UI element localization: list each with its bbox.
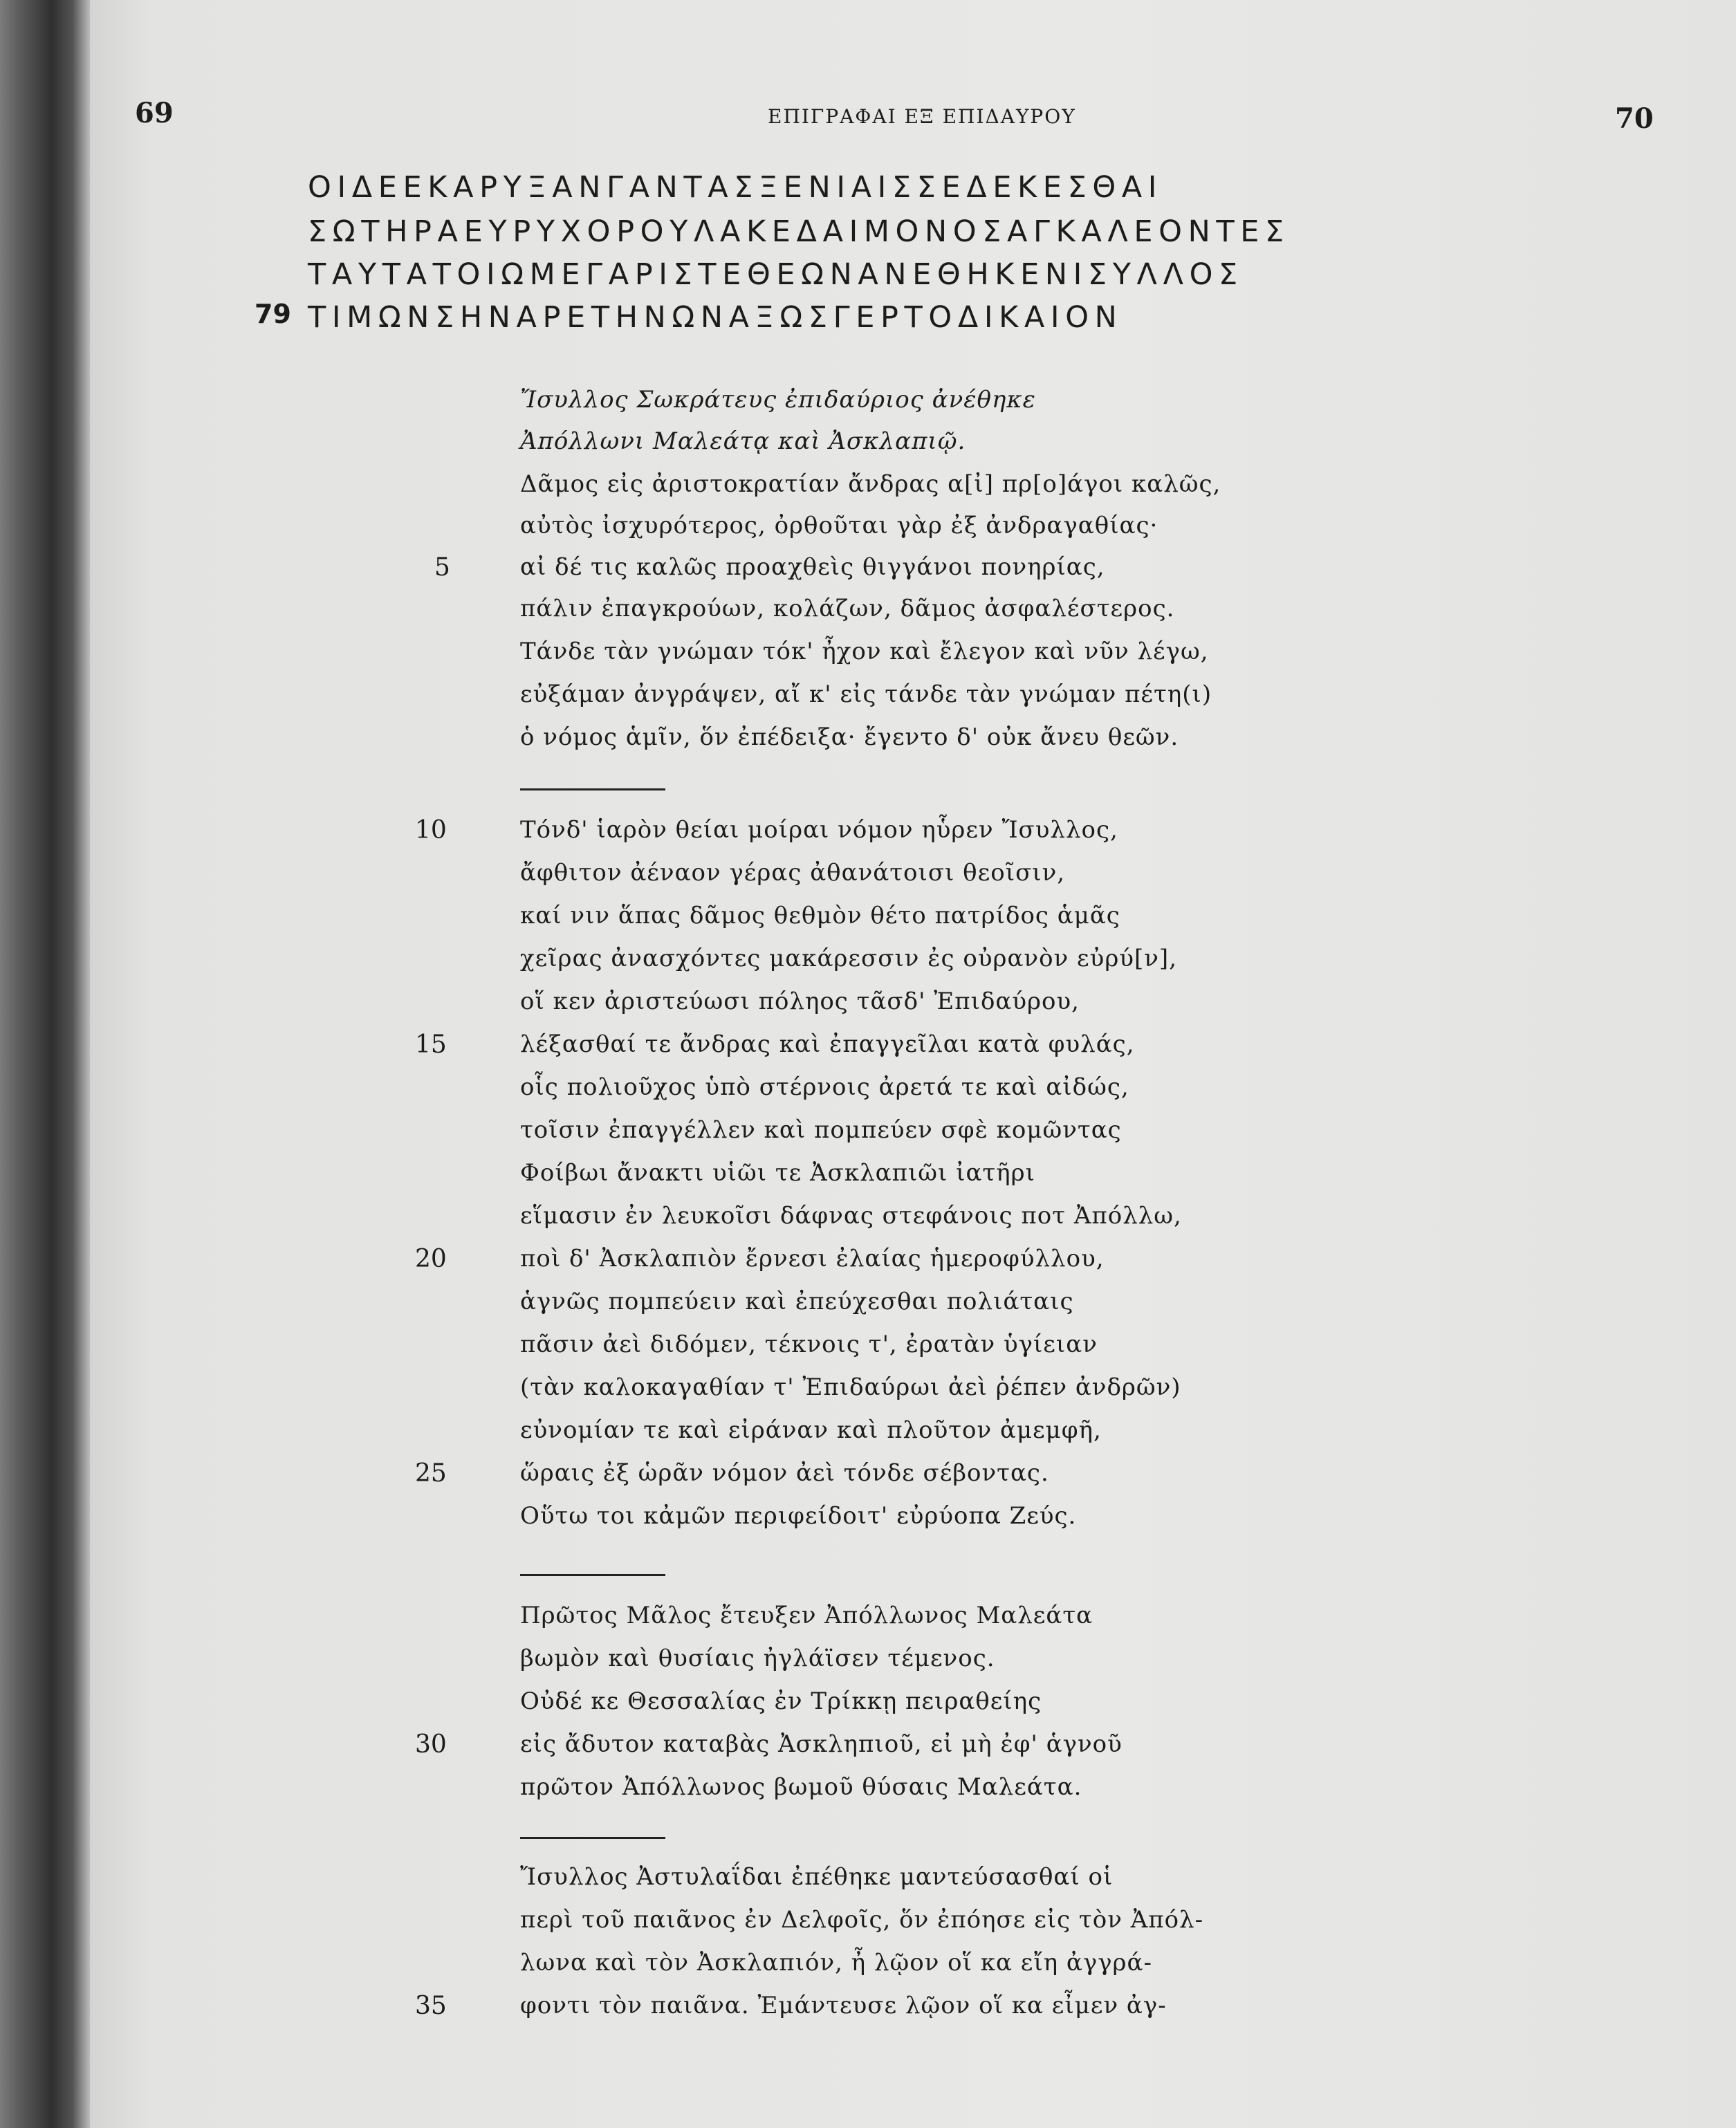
prose-line: λωνα καὶ τὸν Ἀσκλαπιόν, ἦ λῷον οἵ κα εἴη ἀγγρά- [520,1949,1152,1977]
majuscule-line: ΟΙΔΕΕΚΑΡΥΞΑΝΓΑΝΤΑΣΞΕΝΙΑΙΣΣΕΔΕΚΕΣΘΑΙ [308,170,1163,205]
line-number: 25 [415,1459,447,1488]
poem-line: Φοίβωι ἄνακτι υἱῶι τε Ἀσκλαπιῶι ἰατῆρι [520,1159,1035,1187]
poem-line: πᾶσιν ἀεὶ διδόμεν, τέκνοις τ', ἐρατὰν ὑγίειαν [520,1331,1098,1358]
line-number: 20 [415,1245,447,1273]
line-number: 79 [255,299,291,329]
prose-line: Ἴσυλλος Ἀστυλαΐδαι ἐπέθηκε μαντεύσασθαί οἱ [520,1863,1114,1891]
poem-line: ὥραις ἐξ ὡρᾶν νόμον ἀεὶ τόνδε σέβοντας. [520,1459,1049,1487]
poem-line: βωμὸν καὶ θυσίαις ἠγλάϊσεν τέμενος. [520,1645,995,1672]
poem-line: ὁ νόμος ἁμῖν, ὅν ἐπέδειξα· ἔγεντο δ' οὐκ ἄνευ θεῶν. [520,723,1179,751]
dedication-line: Ἴσυλλος Σωκράτευς ἐπιδαύριος ἀνέθηκε [520,386,1036,414]
line-number: 5 [434,553,450,582]
poem-line: λέξασθαί τε ἄνδρας καὶ ἐπαγγεῖλαι κατὰ φυλάς, [520,1030,1135,1058]
poem-line: ἄφθιτον ἀέναον γέρας ἀθανάτοισι θεοῖσιν, [520,859,1066,887]
majuscule-line: ΣΩΤΗΡΑΕΥΡΥΧΟΡΟΥΛΑΚΕΔΑΙΜΟΝΟΣΑΓΚΑΛΕΟΝΤΕΣ [308,214,1290,249]
prose-line: περὶ τοῦ παιᾶνος ἐν Δελφοῖς, ὅν ἐπόησε εἰς τὸν Ἀπόλ- [520,1906,1204,1934]
majuscule-line: ΤΙΜΩΝΣΗΝΑΡΕΤΗΝΩΝΑΞΩΣΓΕΡΤΟΔΙΚΑΙΟΝ [308,300,1123,335]
poem-line: χεῖρας ἀνασχόντες μακάρεσσιν ἐς οὐρανὸν εὐρύ[ν], [520,945,1177,972]
book-binding-shadow [0,0,90,2128]
poem-line: τοῖσιν ἐπαγγέλλεν καὶ πομπεύεν σφὲ κομῶντας [520,1116,1122,1144]
poem-line: (τὰν καλοκαγαθίαν τ' Ἐπιδαύρωι ἀεὶ ῥέπεν ἀνδρῶν) [520,1373,1181,1401]
poem-line: Δᾶμος εἰς ἀριστοκρατίαν ἄνδρας α[ἰ] πρ[ο]άγοι καλῶς, [520,470,1221,498]
poem-line: εἰς ἄδυτον καταβὰς Ἀσκληπιοῦ, εἰ μὴ ἐφ' ἁγνοῦ [520,1730,1123,1758]
line-number: 15 [415,1030,447,1059]
poem-line: ποὶ δ' Ἀσκλαπιὸν ἔρνεσι ἐλαίας ἡμεροφύλλου, [520,1245,1105,1273]
dedication-line: Ἀπόλλωνι Μαλεάτᾳ καὶ Ἀσκλαπιῷ. [520,427,966,455]
poem-line: πρῶτον Ἀπόλλωνος βωμοῦ θύσαις Μαλεάτα. [520,1773,1082,1801]
poem-line: εὐνομίαν τε καὶ εἰράναν καὶ πλοῦτον ἀμεμφῆ, [520,1416,1102,1444]
poem-line: εὐξάμαν ἀνγράψεν, αἴ κ' εἰς τάνδε τὰν γνώμαν πέτη(ι) [520,681,1212,708]
poem-line: αὐτὸς ἰσχυρότερος, ὀρθοῦται γὰρ ἐξ ἀνδραγαθίας· [520,512,1158,539]
poem-line: Πρῶτος Μᾶλος ἔτευξεν Ἀπόλλωνος Μαλεάτα [520,1602,1093,1629]
poem-line: οἵ κεν ἀριστεύωσι πόληος τᾶσδ' Ἐπιδαύρου, [520,988,1080,1015]
poem-line: Οὕτω τοι κἀμῶν περιφείδοιτ' εὐρύοπα Ζεύς. [520,1502,1077,1530]
section-divider [520,788,665,790]
poem-line: Οὐδέ κε Θεσσαλίας ἐν Τρίκκῃ πειραθείης [520,1687,1042,1715]
majuscule-line: ΤΑΥΤΑΤΟΙΩΜΕΓΑΡΙΣΤΕΘΕΩΝΑΝΕΘΗΚΕΝΙΣΥΛΛΟΣ [308,257,1244,292]
poem-line: εἵμασιν ἐν λευκοῖσι δάφνας στεφάνοις ποτ Ἀπόλλω, [520,1202,1182,1230]
poem-line: Τόνδ' ἱαρὸν θείαι μοίραι νόμον ηὗρεν Ἴσυλλος, [520,816,1118,844]
poem-line: αἰ δέ τις καλῶς προαχθεὶς θιγγάνοι πονηρίας, [520,553,1105,581]
line-number: 10 [415,816,447,844]
section-divider [520,1837,665,1839]
running-title: ΕΠΙΓΡΑΦΑΙ ΕΞ ΕΠΙΔΑΥΡΟΥ [768,105,1076,128]
poem-line: Τάνδε τὰν γνώμαν τόκ' ἦχον καὶ ἔλεγον καὶ νῦν λέγω, [520,638,1209,665]
line-number: 30 [415,1730,447,1759]
poem-line: πάλιν ἐπαγκρούων, κολάζων, δᾶμος ἀσφαλέστερος. [520,595,1175,622]
page-number-left: 69 [135,97,174,129]
section-divider [520,1574,665,1576]
poem-line: ἁγνῶς πομπεύειν καὶ ἐπεύχεσθαι πολιάταις [520,1288,1074,1315]
page-number-right: 70 [1615,102,1654,135]
poem-line: καί νιν ἅπας δᾶμος θεθμὸν θέτο πατρίδος ἁμᾶς [520,902,1120,929]
poem-line: οἷς πολιοῦχος ὑπὸ στέρνοις ἀρετά τε καὶ αἰδώς, [520,1073,1129,1101]
line-number: 35 [415,1992,447,2020]
prose-line: φοντι τὸν παιᾶνα. Ἐμάντευσε λῷον οἵ κα εἶμεν ἀγ- [520,1992,1167,2019]
